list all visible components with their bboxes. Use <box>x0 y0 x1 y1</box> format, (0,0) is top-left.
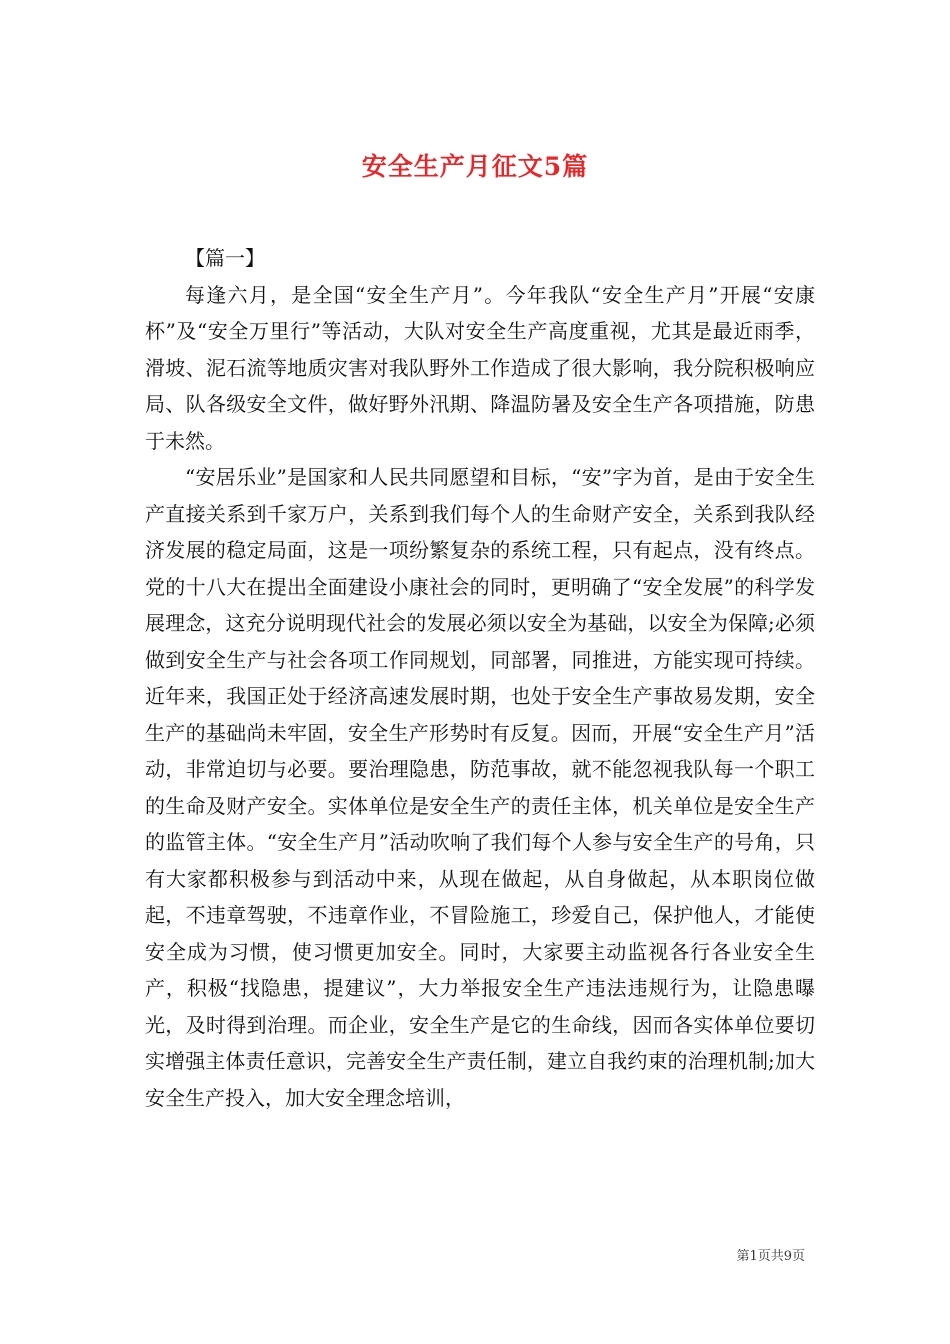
page-number-footer: 第1页共9页 <box>736 1249 805 1264</box>
paragraph-1: 每逢六月，是全国“安全生产月”。今年我队“安全生产月”开展“安康杯”及“安全万里行”等活动，大队对安全生产高度重视，尤其是最近雨季，滑坡、泥石流等地质灾害对我队野外工作造成了很大影响，我分院积极响应局、队各级安全文件，做好野外汛期、降温防暑及安全生产各项措施，防患于未然。 <box>145 282 815 453</box>
section-heading: 【篇一】 <box>185 246 265 270</box>
document-body <box>145 240 815 1116</box>
page-title: 安全生产月征文5篇 <box>361 151 589 181</box>
paragraph-2: “安居乐业”是国家和人民共同愿望和目标，“安”字为首，是由于安全生产直接关系到千家万户，关系到我们每个人的生命财产安全，关系到我队经济发展的稳定局面，这是一项纷繁复杂的系统工程，只有起点，没有终点。党的十八大在提出全面建设小康社会的同时，更明确了“安全发展”的科学发展理念，这充分说明现代社会的发展必须以安全为基础，以安全为保障;必须做到安全生产与社会各项工作同规划，同部署，同推进，方能实现可持续。近年来，我国正处于经济高速发展时期，也处于安全生产事故易发期，安全生产的基础尚未牢固，安全生产形势时有反复。因而，开展“安全生产月”活动，非常迫切与必要。要治理隐患，防范事故，就不能忽视我队每一个职工的生命及财产安全。实体单位是安全生产的责任主体，机关单位是安全生产的监管主体。“安全生产月”活动吹响了我们每个人参与安全生产的号角，只有大家都积极参与到活动中来，从现在做起，从自身做起，从本职岗位做起，不违章驾驶，不违章作业，不冒险施工，珍爱自己，保护他人，才能使安全成为习惯，使习惯更加安全。同时，大家要主动监视各行各业安全生产，积极“找隐患，提建议”，大力举报安全生产违法违规行为，让隐患曝光，及时得到治理。而企业，安全生产是它的生命线，因而各实体单位要切实增强主体责任意识，完善安全生产责任制，建立自我约束的治理机制;加大安全生产投入，加大安全理念培训， <box>145 465 815 1110</box>
